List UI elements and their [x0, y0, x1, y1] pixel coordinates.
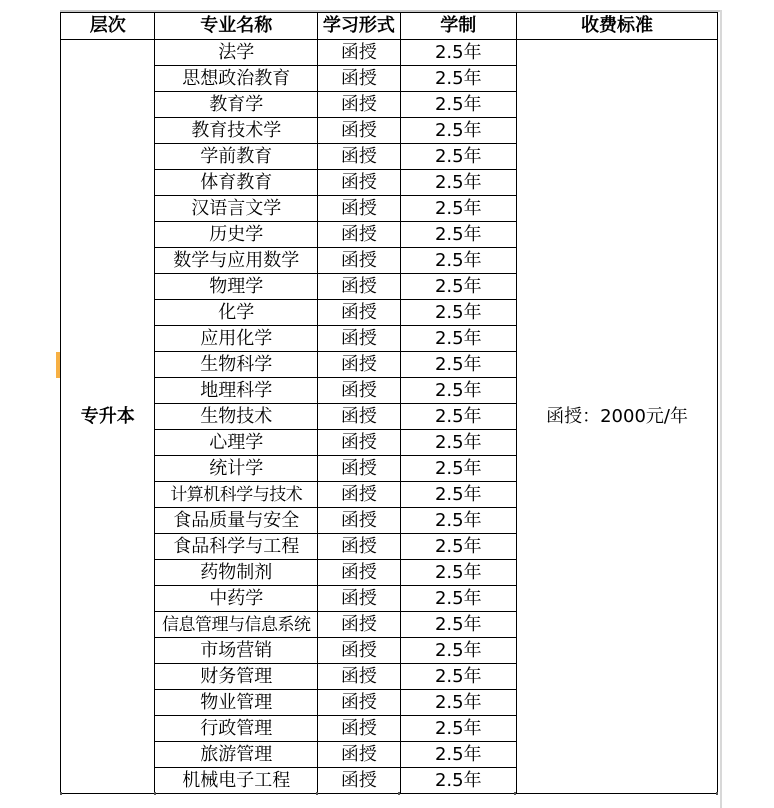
major-cell[interactable]: 地理科学: [155, 378, 318, 404]
header-level[interactable]: 层次: [61, 13, 155, 40]
level-cell[interactable]: 专升本: [61, 40, 155, 794]
major-cell[interactable]: 信息管理与信息系统: [155, 612, 318, 638]
major-cell[interactable]: 法学: [155, 40, 318, 66]
table-body: [61, 40, 718, 794]
years-cell[interactable]: 2.5年: [400, 742, 517, 768]
form-cell[interactable]: 函授: [318, 534, 400, 560]
major-cell[interactable]: 药物制剂: [155, 560, 318, 586]
form-cell[interactable]: 函授: [318, 404, 400, 430]
years-cell[interactable]: 2.5年: [400, 92, 517, 118]
form-cell[interactable]: 函授: [318, 40, 400, 66]
form-cell[interactable]: 函授: [318, 612, 400, 638]
years-cell[interactable]: 2.5年: [400, 716, 517, 742]
major-cell[interactable]: 生物技术: [155, 404, 318, 430]
form-cell[interactable]: 函授: [318, 768, 400, 794]
fee-cell[interactable]: 函授：2000元/年: [517, 40, 718, 794]
major-cell[interactable]: 学前教育: [155, 144, 318, 170]
years-cell[interactable]: 2.5年: [400, 66, 517, 92]
form-cell[interactable]: 函授: [318, 170, 400, 196]
form-cell[interactable]: 函授: [318, 66, 400, 92]
form-cell[interactable]: 函授: [318, 716, 400, 742]
major-cell[interactable]: 食品质量与安全: [155, 508, 318, 534]
years-cell[interactable]: 2.5年: [400, 274, 517, 300]
major-cell[interactable]: 生物科学: [155, 352, 318, 378]
form-cell[interactable]: 函授: [318, 742, 400, 768]
form-cell[interactable]: 函授: [318, 222, 400, 248]
next-header-row-partial: [60, 792, 722, 808]
major-cell[interactable]: 物理学: [155, 274, 318, 300]
major-cell[interactable]: 统计学: [155, 456, 318, 482]
form-cell[interactable]: 函授: [318, 196, 400, 222]
form-cell[interactable]: 函授: [318, 144, 400, 170]
years-cell[interactable]: 2.5年: [400, 664, 517, 690]
major-cell[interactable]: 中药学: [155, 586, 318, 612]
major-cell[interactable]: 教育技术学: [155, 118, 318, 144]
form-cell[interactable]: 函授: [318, 508, 400, 534]
years-cell[interactable]: 2.5年: [400, 430, 517, 456]
years-cell[interactable]: 2.5年: [400, 586, 517, 612]
years-cell[interactable]: 2.5年: [400, 612, 517, 638]
form-cell[interactable]: 函授: [318, 638, 400, 664]
years-cell[interactable]: 2.5年: [400, 690, 517, 716]
table-row: [61, 40, 718, 66]
years-cell[interactable]: 2.5年: [400, 560, 517, 586]
years-cell[interactable]: 2.5年: [400, 482, 517, 508]
years-cell[interactable]: 2.5年: [400, 378, 517, 404]
form-cell[interactable]: 函授: [318, 378, 400, 404]
tuition-table: [60, 12, 718, 794]
major-cell[interactable]: 思想政治教育: [155, 66, 318, 92]
major-cell[interactable]: 化学: [155, 300, 318, 326]
years-cell[interactable]: 2.5年: [400, 248, 517, 274]
major-cell[interactable]: 物业管理: [155, 690, 318, 716]
years-cell[interactable]: 2.5年: [400, 638, 517, 664]
years-cell[interactable]: 2.5年: [400, 40, 517, 66]
years-cell[interactable]: 2.5年: [400, 118, 517, 144]
years-cell[interactable]: 2.5年: [400, 534, 517, 560]
form-cell[interactable]: 函授: [318, 300, 400, 326]
major-cell[interactable]: 财务管理: [155, 664, 318, 690]
form-cell[interactable]: 函授: [318, 482, 400, 508]
form-cell[interactable]: 函授: [318, 560, 400, 586]
form-cell[interactable]: 函授: [318, 92, 400, 118]
major-cell[interactable]: 历史学: [155, 222, 318, 248]
years-cell[interactable]: 2.5年: [400, 768, 517, 794]
years-cell[interactable]: 2.5年: [400, 404, 517, 430]
form-cell[interactable]: 函授: [318, 456, 400, 482]
major-cell[interactable]: 汉语言文学: [155, 196, 318, 222]
form-cell[interactable]: 函授: [318, 586, 400, 612]
years-cell[interactable]: 2.5年: [400, 222, 517, 248]
years-cell[interactable]: 2.5年: [400, 144, 517, 170]
major-cell[interactable]: 计算机科学与技术: [155, 482, 318, 508]
years-cell[interactable]: 2.5年: [400, 456, 517, 482]
major-cell[interactable]: 教育学: [155, 92, 318, 118]
major-cell[interactable]: 应用化学: [155, 326, 318, 352]
header-major[interactable]: 专业名称: [155, 13, 318, 40]
form-cell[interactable]: 函授: [318, 118, 400, 144]
major-cell[interactable]: 机械电子工程: [155, 768, 318, 794]
form-cell[interactable]: 函授: [318, 248, 400, 274]
years-cell[interactable]: 2.5年: [400, 170, 517, 196]
header-form[interactable]: 学习形式: [318, 13, 400, 40]
major-cell[interactable]: 旅游管理: [155, 742, 318, 768]
form-cell[interactable]: 函授: [318, 352, 400, 378]
major-cell[interactable]: 食品科学与工程: [155, 534, 318, 560]
major-cell[interactable]: 体育教育: [155, 170, 318, 196]
form-cell[interactable]: 函授: [318, 274, 400, 300]
years-cell[interactable]: 2.5年: [400, 300, 517, 326]
header-years[interactable]: 学制: [400, 13, 517, 40]
years-cell[interactable]: 2.5年: [400, 326, 517, 352]
sheet-right-border: [720, 10, 722, 808]
form-cell[interactable]: 函授: [318, 664, 400, 690]
major-cell[interactable]: 行政管理: [155, 716, 318, 742]
form-cell[interactable]: 函授: [318, 326, 400, 352]
years-cell[interactable]: 2.5年: [400, 508, 517, 534]
header-row: [61, 13, 718, 40]
major-cell[interactable]: 心理学: [155, 430, 318, 456]
header-fee[interactable]: 收费标准: [517, 13, 718, 40]
years-cell[interactable]: 2.5年: [400, 196, 517, 222]
years-cell[interactable]: 2.5年: [400, 352, 517, 378]
form-cell[interactable]: 函授: [318, 430, 400, 456]
major-cell[interactable]: 市场营销: [155, 638, 318, 664]
major-cell[interactable]: 数学与应用数学: [155, 248, 318, 274]
form-cell[interactable]: 函授: [318, 690, 400, 716]
